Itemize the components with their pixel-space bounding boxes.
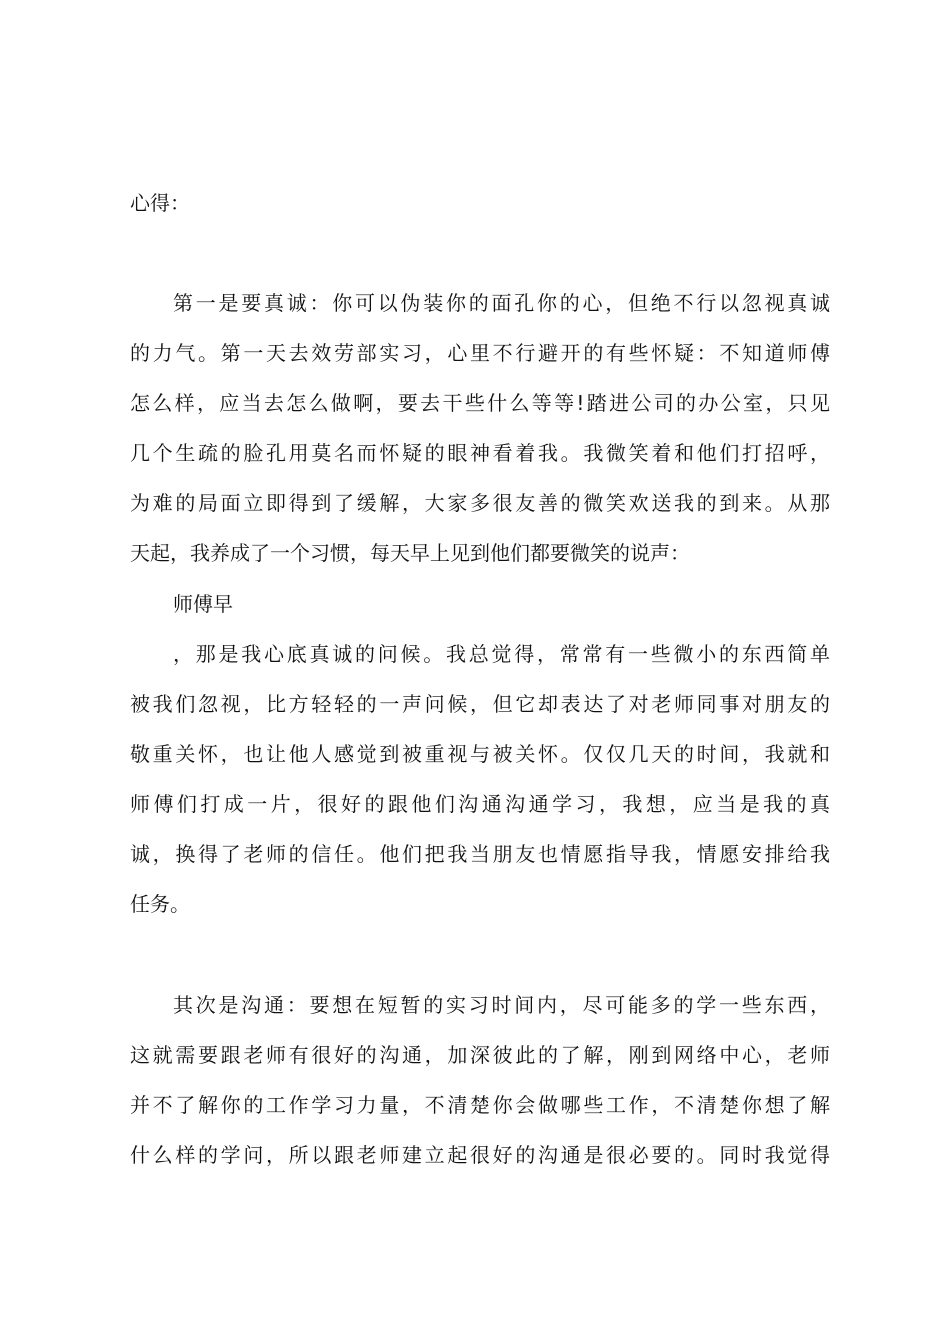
paragraph-1-line-2: 的力气。第一天去效劳部实习，心里不行避开的有些怀疑：不知道师傅 <box>130 341 830 365</box>
paragraph-4-line-2: 这就需要跟老师有很好的沟通，加深彼此的了解，刚到网络中心，老师 <box>130 1043 830 1067</box>
document-heading: 心得： <box>130 191 190 215</box>
paragraph-3-line-5: 诚，换得了老师的信任。他们把我当朋友也情愿指导我，情愿安排给我 <box>130 842 830 866</box>
paragraph-1-line-6: 天起，我养成了一个习惯，每天早上见到他们都要微笑的说声： <box>130 541 690 565</box>
paragraph-3-line-1: ，那是我心底真诚的问候。我总觉得，常常有一些微小的东西简单 <box>173 642 830 666</box>
paragraph-3-line-2: 被我们忽视，比方轻轻的一声问候，但它却表达了对老师同事对朋友的 <box>130 692 830 716</box>
paragraph-3-line-3: 敬重关怀，也让他人感觉到被重视与被关怀。仅仅几天的时间，我就和 <box>130 742 830 766</box>
paragraph-4-line-4: 什么样的学问，所以跟老师建立起很好的沟通是很必要的。同时我觉得 <box>130 1143 830 1167</box>
paragraph-4-line-1: 其次是沟通：要想在短暂的实习时间内，尽可能多的学一些东西， <box>173 993 830 1017</box>
paragraph-4-line-3: 并不了解你的工作学习力量，不清楚你会做哪些工作，不清楚你想了解 <box>130 1093 830 1117</box>
paragraph-1-line-5: 为难的局面立即得到了缓解，大家多很友善的微笑欢送我的到来。从那 <box>130 491 830 515</box>
paragraph-2-line-1: 师傅早 <box>173 592 233 616</box>
paragraph-3-line-6: 任务。 <box>130 892 190 916</box>
paragraph-1-line-1: 第一是要真诚：你可以伪装你的面孔你的心，但绝不行以忽视真诚 <box>173 291 830 315</box>
paragraph-1-line-3: 怎么样，应当去怎么做啊，要去干些什么等等!踏进公司的办公室，只见 <box>130 391 830 415</box>
paragraph-1-line-4: 几个生疏的脸孔用莫名而怀疑的眼神看着我。我微笑着和他们打招呼， <box>130 441 830 465</box>
paragraph-3-line-4: 师傅们打成一片，很好的跟他们沟通沟通学习，我想，应当是我的真 <box>130 792 830 816</box>
